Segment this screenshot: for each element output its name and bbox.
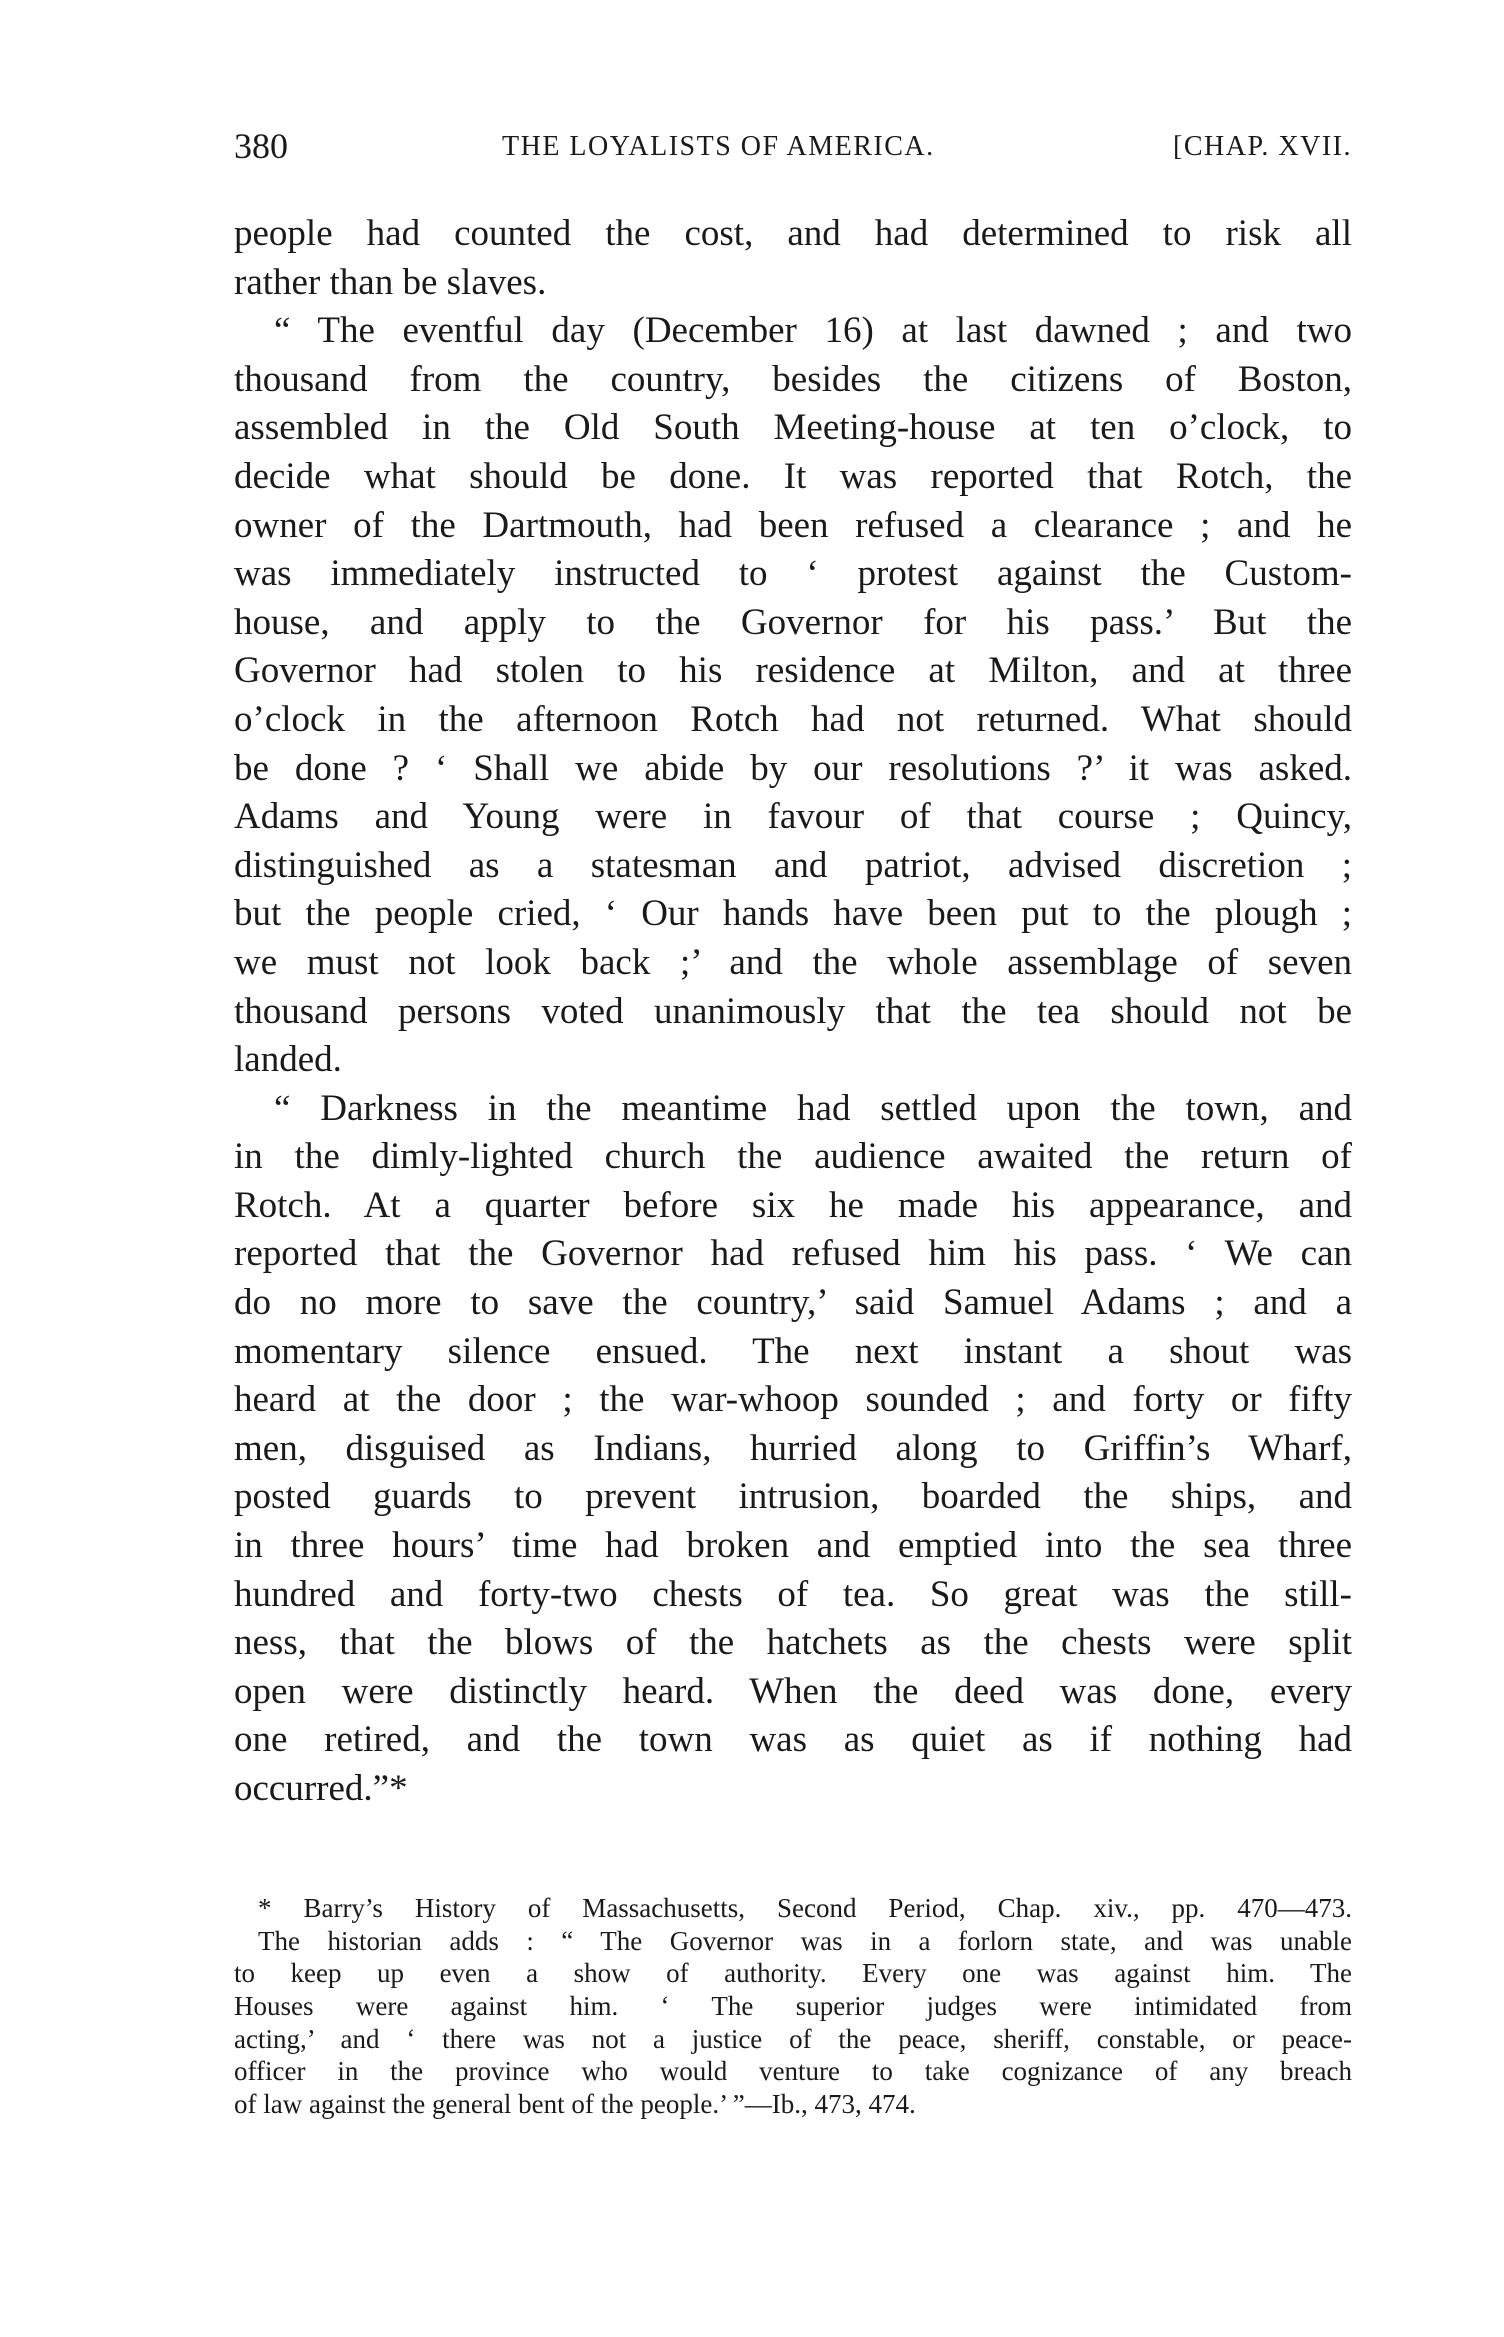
body-line: owner of the Dartmouth, had been refused a clearance ; and he — [234, 504, 1352, 546]
body-line: assembled in the Old South Meeting-house at ten o’clock, to — [234, 407, 1352, 449]
page-number: 380 — [234, 126, 288, 166]
body-line: decide what should be done. It was reported that Rotch, the — [234, 455, 1352, 497]
body-line: one retired, and the town was as quiet as if nothing had — [234, 1719, 1352, 1761]
body-line: “ The eventful day (December 16) at last dawned ; and two — [274, 310, 1352, 352]
body-line: in the dimly-lighted church the audience awaited the return of — [234, 1136, 1352, 1178]
body-line: be done ? ‘ Shall we abide by our resolutions ?’ it was asked. — [234, 747, 1352, 789]
body-line: do no more to save the country,’ said Samuel Adams ; and a — [234, 1282, 1352, 1324]
body-line: o’clock in the afternoon Rotch had not returned. What should — [234, 698, 1352, 740]
body-line: thousand persons voted unanimously that the tea should not be — [234, 990, 1352, 1032]
body-line: occurred.”* — [234, 1768, 408, 1809]
body-line: “ Darkness in the meantime had settled upon the town, and — [274, 1087, 1352, 1129]
body-text — [234, 210, 1352, 1814]
body-line: in three hours’ time had broken and emptied into the sea three — [234, 1525, 1352, 1567]
body-line: posted guards to prevent intrusion, boarded the ships, and — [234, 1476, 1352, 1518]
body-line: Governor had stolen to his residence at Milton, and at three — [234, 650, 1352, 692]
body-line: momentary silence ensued. The next instant a shout was — [234, 1330, 1352, 1372]
footnote-line: The historian adds : “ The Governor was in a forlorn state, and was unable — [258, 1925, 1352, 1956]
body-line: open were distinctly heard. When the deed was done, every — [234, 1670, 1352, 1712]
body-line: ness, that the blows of the hatchets as the chests were split — [234, 1622, 1352, 1664]
footnote-line: of law against the general bent of the people.’ ”—Ib., 473, 474. — [234, 2089, 916, 2120]
body-line: was immediately instructed to ‘ protest against the Custom- — [234, 553, 1352, 595]
footnote — [234, 1892, 1352, 2121]
body-line: reported that the Governor had refused him his pass. ‘ We can — [234, 1233, 1352, 1275]
body-line: house, and apply to the Governor for his pass.’ But the — [234, 601, 1352, 643]
body-line: thousand from the country, besides the citizens of Boston, — [234, 358, 1352, 400]
footnote-line: acting,’ and ‘ there was not a justice of the peace, sheriff, constable, or peace- — [234, 2023, 1352, 2054]
body-line: Adams and Young were in favour of that course ; Quincy, — [234, 796, 1352, 838]
running-title: THE LOYALISTS OF AMERICA. — [502, 131, 935, 162]
footnote-line: to keep up even a show of authority. Every one was against him. The — [234, 1958, 1352, 1989]
body-line: people had counted the cost, and had determined to risk all — [234, 213, 1352, 254]
body-line: we must not look back ;’ and the whole assemblage of seven — [234, 941, 1352, 983]
body-line: men, disguised as Indians, hurried along to Griffin’s Wharf, — [234, 1427, 1352, 1469]
body-line: hundred and forty-two chests of tea. So great was the still- — [234, 1573, 1352, 1615]
footnote-line: * Barry’s History of Massachusetts, Second Period, Chap. xiv., pp. 470—473. — [258, 1893, 1352, 1923]
page-header — [234, 125, 1352, 185]
body-line: landed. — [234, 1039, 342, 1081]
body-line: distinguished as a statesman and patriot, advised discretion ; — [234, 844, 1352, 886]
body-line: Rotch. At a quarter before six he made his appearance, and — [234, 1184, 1352, 1226]
footnote-line: officer in the province who would venture to take cognizance of any breach — [234, 2056, 1352, 2087]
footnote-line: Houses were against him. ‘ The superior judges were intimidated from — [234, 1991, 1352, 2022]
body-line: rather than be slaves. — [234, 261, 547, 303]
body-line: heard at the door ; the war-whoop sounded ; and forty or fifty — [234, 1379, 1352, 1421]
body-line: but the people cried, ‘ Our hands have been put to the plough ; — [234, 893, 1352, 935]
chapter-label: [CHAP. XVII. — [1173, 131, 1352, 162]
